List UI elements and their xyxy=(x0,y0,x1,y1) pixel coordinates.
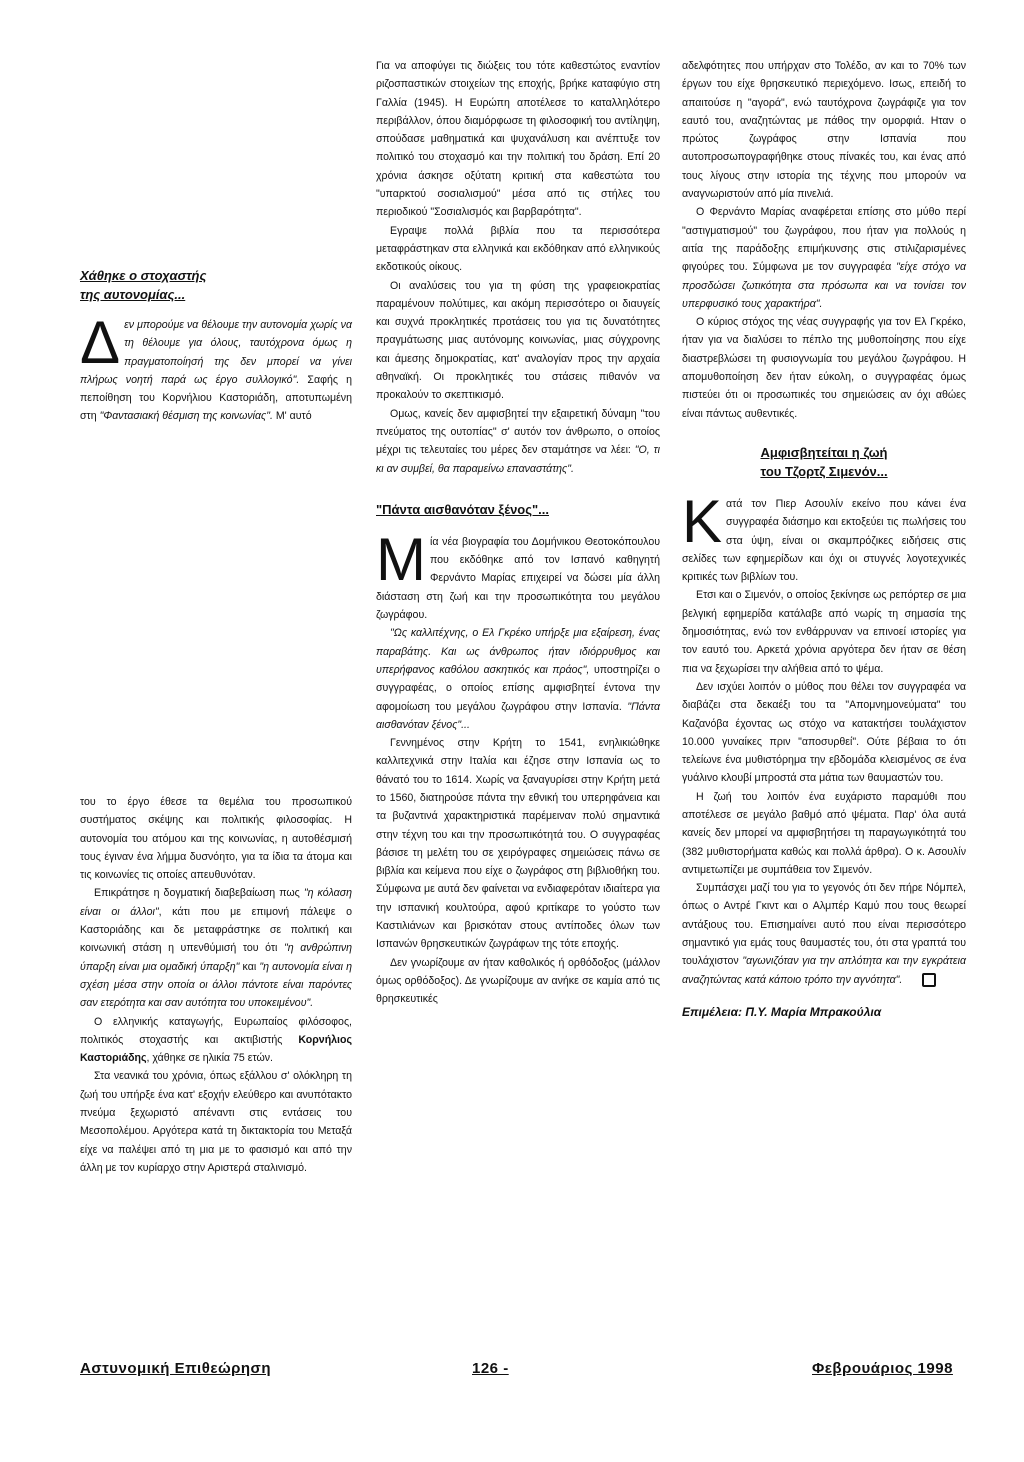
paragraph: Στα νεανικά του χρόνια, όπως εξάλλου σ' ολόκληρη τη ζωή του υπήρξε ένα κατ' εξοχήν ελεύθερο και ανυπότακτο πνεύμα ξεχωριστό απέναντι στις εντάσεις του Μεσοπολέμου. Αργότερα κατά τη δικτακτορία του Μεταξά είχε να παλέψει από τη μια με το φασισμό και από την άλλη με τον κυρίαρχο στην Αριστερά σταλινισμό. xyxy=(80,1070,352,1174)
paragraph: αδελφότητες που υπήρχαν στο Τολέδο, αν και το 70% των έργων του είχε θρησκευτικό περιεχόμενο. Ισως, επειδή το απαιτούσε η "αγορά", ενώ ταυτόχρονα ζωγράφιζε για τον εαυτό του, αναζητώντας με πάθος την ομορφιά. Ηταν ο πρώτος ζωγράφος στην Ισπανία που αυτοπροσωπογραφήθηκε στους πίνακές του, και ένας από τους λίγους στην ιστορία της τέχνης που μπορούν να αναγνωριστούν από μία πινελιά. xyxy=(682,60,966,201)
intro-quote: εν μπορούμε να θέλουμε την αυτονομία χωρίς να τη θέλουμε για όλους, ταυτόχρονα όμως η πραγματοποίησή της δεν μπορεί να γίνει πλήρως νοητή παρά ως έργο συλλογικό". xyxy=(80,319,352,386)
paragraph: Οι αναλύσεις του για τη φύση της γραφειοκρατίας παραμένουν πολύτιμες, και ακόμη περισσότερο οι διαυγείς και συχνά προκλητικές προτάσεις του για τις δυνατότητες πραγμάτωσης μιας αυτόνομης κοινωνίας, μιας σύγχρονης και άμεσης δημοκρατίας, κατ' αναλογίαν προς την αρχαία αθηναϊκή. Οι προκλητικές του στάσεις πιθανόν να προκαλούν το σκεπτικισμό. xyxy=(376,279,660,402)
paragraph: Ο κύριος στόχος της νέας συγγραφής για τον Ελ Γκρέκο, ήταν για να διαλύσει το πέπλο της μυθοποίησης που είχε διαστρεβλώσει τη φυσιογνωμία του μεγάλου ζωγράφου. Η απομυθοποίηση δεν ήταν εύκολη, ο συγγραφέας όμως πιστεύει ότι οι προσωπικές του σημειώσεις αν όχι αθώες είναι πάντως αυθεντικές. xyxy=(682,316,966,420)
article-heading-1 xyxy=(80,266,352,304)
credit: Επιμέλεια: Π.Υ. Μαρία Μπρακούλια xyxy=(682,1004,882,1019)
paragraph: Εγραψε πολλά βιβλία που τα περισσότερα μεταφράστηκαν στα ελληνικά και εκδόθηκαν από ελληνικούς εκδοτικούς οίκους. xyxy=(376,224,660,274)
heading-line-2: του Τζορτζ Σιμενόν... xyxy=(760,463,888,479)
paragraph: του το έργο έθεσε τα θεμέλια του προσωπικού συστήματος σκέψης και πολιτικής φιλοσοφίας. Η αυτονομία του ατόμου και της κοινωνίας, η αυτοθέσμισή τους έγιναν ένα λήμμα δυσνόητο, για τα ίδια τα άτομα και τις κοινωνίες τις οποίες απευθυνόταν. xyxy=(80,796,352,882)
paragraph: Ομως, κανείς δεν αμφισβητεί την εξαιρετική δύναμη "του πνεύματος της ουτοπίας" σ' αυτόν τον άνθρωπο, ο οποίος μέχρι τις τελευταίες του μέρες δεν σταμάτησε να λέει: "Ο, τι κι αν συμβεί, θα παραμείνω επαναστάτης". xyxy=(376,407,660,475)
column-1 xyxy=(80,266,352,426)
dropcap: Μ xyxy=(376,525,426,593)
column-3 xyxy=(682,57,966,1021)
footer-magazine-title: Αστυνομική Επιθεώρηση xyxy=(80,1360,271,1377)
paragraph: Δεν ισχύει λοιπόν ο μύθος που θέλει τον συγγραφέα να διαβάζει στα δεκαέξι του τα "Απομνημονεύματα" του Καζανόβα έχοντας ως στόχο να κατακτήσει τουλάχιστον 10.000 γυναίκες πριν "αποσυρθεί". Ούτε βέβαια το ότι τελείωνε ένα μυθιστόρημα την εβδομάδα κλεισμένος σε ένα γυάλινο κλουβί μπροστά στα μάτια των θαυμαστών του. xyxy=(682,680,966,785)
paragraph: Για να αποφύγει τις διώξεις του τότε καθεστώτος εναντίον ριζοσπαστικών στοιχείων της εποχής, βρήκε καταφύγιο στη Γαλλία (1945). Η Ευρώπη αποτέλεσε το καταλληλότερο περιβάλλον, όπου διαμόρφωσε τη φιλοσοφική του αντίληψη, σπούδασε μαθηματικά και ψυχανάλυση και ανέπτυξε τον πολιτικό του στοχασμό και την πολιτική του δράση. Επί 20 χρόνια άσκησε οξύτατη κριτική στα καθεστώτα του "υπαρκτού σοσιαλισμού" μέσα από τις στήλες του περιοδικού "Σοσιαλισμός και βαρβαρότητα". xyxy=(376,60,660,219)
article-intro xyxy=(80,309,352,426)
dropcap: Κ xyxy=(682,487,723,555)
paragraph: Μία νέα βιογραφία του Δομήνικου Θεοτοκόπουλου που εκδόθηκε από τον Ισπανό καθηγητή Φερνάντο Μαρίας επιχειρεί να δώσει μία άλλη διάσταση στη ζωή και την προσωπικότητα του μεγάλου ζωγράφου. xyxy=(376,525,660,622)
paragraph: Ο Φερνάντο Μαρίας αναφέρεται επίσης στο μύθο περί "αστιγματισμού" του ζωγράφου, που ήταν για πολλούς η αιτία της παράδοξης επιμήκυνσης στις στιλιζαρισμένες φιγούρες του. Σύμφωνα με τον συγγραφέα "είχε στόχο να προσδώσει ζωτικότητα στα πρόσωπα και να τονίσει τον υπερφυσικό τους χαρακτήρα". xyxy=(682,206,966,310)
column-2 xyxy=(376,57,660,1009)
paragraph: Ετσι και ο Σιμενόν, ο οποίος ξεκίνησε ως ρεπόρτερ σε μια βελγική εφημερίδα κατάλαβε από νωρίς τη σημασία της δημοσιότητας, ενώ τον ενθάρρυναν να επινοεί ιστορίες για τον εαυτό του. Αρκετά χρόνια αργότερα δεν ήταν σε θέση πια να ξεχωρίσει την αλήθεια από το ψέμα. xyxy=(682,589,966,675)
intro-end: Μ' αυτό xyxy=(272,410,312,423)
paragraph: Γεννημένος στην Κρήτη το 1541, ενηλικιώθηκε καλλιτεχνικά στην Ιταλία και έζησε στην Ισπανία ως το θάνατό του το 1614. Χωρίς να ξαναγυρίσει στην Κρήτη μετά το 1560, διατηρούσε πάντα την εθνική του υπερηφάνεια και τα βυζαντινά χαρακτηριστικά παρέμειναν πολύ σημαντικά στην τέχνη του και την προσωπικότητά του. Ο συγγραφέας βάσισε τη μελέτη του σε χειρόγραφες σημειώσεις πάνω σε βιβλία και κείμενα που είχε ο ζωγράφος στη βιβλιοθήκη του. Σύμφωνα με αυτά δεν φαίνεται να ενδιαφερόταν ιδιαίτερα για την ισπανική κουλτούρα, αφού κριτίκαρε το γούστο των Καστιλιάνων και βρισκόταν στους αντίποδες όλων των Ισπανών θρησκευτικών ζωγράφων της τότε εποχής. xyxy=(376,737,660,951)
article-heading-2: "Πάντα αισθανόταν ξένος"... xyxy=(376,501,549,517)
person-name: Κορνήλιος Καστοριάδης xyxy=(80,1033,352,1065)
article-heading-3 xyxy=(682,443,966,481)
paragraph: Η ζωή του λοιπόν ένα ευχάριστο παραμύθι που αποτέλεσε σε μεγάλο βαθμό από ψέματα. Παρ' όλα αυτά κανείς δεν μπορεί να αμφισβητήσει τη παραγωγικότητά του (382 μυθιστορήματα καθώς και πολλά άρθρα). Ο κ. Ασουλίν αντιμετωπίζει με συμπάθεια τον Σιμενόν. xyxy=(682,790,966,876)
heading-line-1: Χάθηκε ο στοχαστής xyxy=(80,268,207,283)
paragraph: Κατά τον Πιερ Ασουλίν εκείνο που κάνει ένα συγγραφέα διάσημο και εκτοξεύει τις πωλήσεις του στα ύψη, είναι οι σκαμπρόζικες ειδήσεις στις σελίδες των εφημερίδων και όχι οι στυγνές λογοτεχνικές κριτικές των βιβλίων του. xyxy=(682,487,966,584)
heading-line-2: της αυτονομίας... xyxy=(80,287,186,302)
page-number: 126 - xyxy=(472,1360,509,1377)
paragraph: Ο ελληνικής καταγωγής, Ευρωπαίος φιλόσοφος, πολιτικός στοχαστής και ακτιβιστής Κορνήλιος Καστοριάδης, χάθηκε σε ηλικία 75 ετών. xyxy=(80,1015,352,1065)
intro-book-title: "Φαντασιακή θέσμιση της κοινωνίας". xyxy=(99,410,273,423)
heading-line-1: Αμφισβητείται η ζωή xyxy=(760,444,888,460)
dropcap: Δ xyxy=(80,309,121,376)
column-1-lower xyxy=(80,793,352,1177)
footer-issue-date: Φεβρουάριος 1998 xyxy=(812,1360,953,1377)
paragraph: "Ως καλλιτέχνης, ο Ελ Γκρέκο υπήρξε μια εξαίρεση, ένας παραβάτης. Και ως άνθρωπος ήταν ιδιόρρυθμος και υπερήφανος καθόλου ασκητικός και πράος", υποστηρίζει ο συγγραφέας, ο οποίος επίσης αμφισβητεί έντονα την αφομοίωση του μεγάλου ζωγράφου στην Ισπανία. "Πάντα αισθανόταν ξένος"... xyxy=(376,627,660,731)
paragraph: Δεν γνωρίζουμε αν ήταν καθολικός ή ορθόδοξος (μάλλον όμως ορθόδοξος). Δε γνωρίζουμε αν ανήκε σε καμία από τις θρησκευτικές xyxy=(376,956,660,1006)
end-of-article-icon xyxy=(922,973,936,987)
paragraph: Συμπάσχει μαζί του για το γεγονός ότι δεν πήρε Νόμπελ, όπως ο Αντρέ Γκιντ και ο Αλμπέρ Καμύ που τους θεωρεί αντάξιους του. Επισημαίνει αυτό που είναι περισσότερο σημαντικό για εμάς τους θαυμαστές του, ότι στα γραπτά του τουλάχιστον "αγωνιζόταν για την απλότητα και την εγκράτεια αναζητώντας κατά κάποιο τρόπο την αγνότητα". xyxy=(682,882,966,986)
intro-text: Σαφής η πεποίθηση του Κορνήλιου Καστοριάδη, αποτυπωμένη στη xyxy=(80,373,352,423)
paragraph: Επικράτησε η δογματική διαβεβαίωση πως "η κόλαση είναι οι άλλοι", κάτι που με επιμονή πάλεψε ο Καστοριάδης και δε μεταφράστηκε σε πολιτική και κοινωνική στάση η υπενθύμισή του ότι "η ανθρώπινη ύπαρξη είναι μια ομαδική ύπαρξη" και "η αυτονομία είναι η σχέση μέσα στην οποία οι άλλοι πάντοτε είναι παρόντες σαν ετερότητα και σαν αυτότητα του υποκειμένου". xyxy=(80,887,352,1010)
